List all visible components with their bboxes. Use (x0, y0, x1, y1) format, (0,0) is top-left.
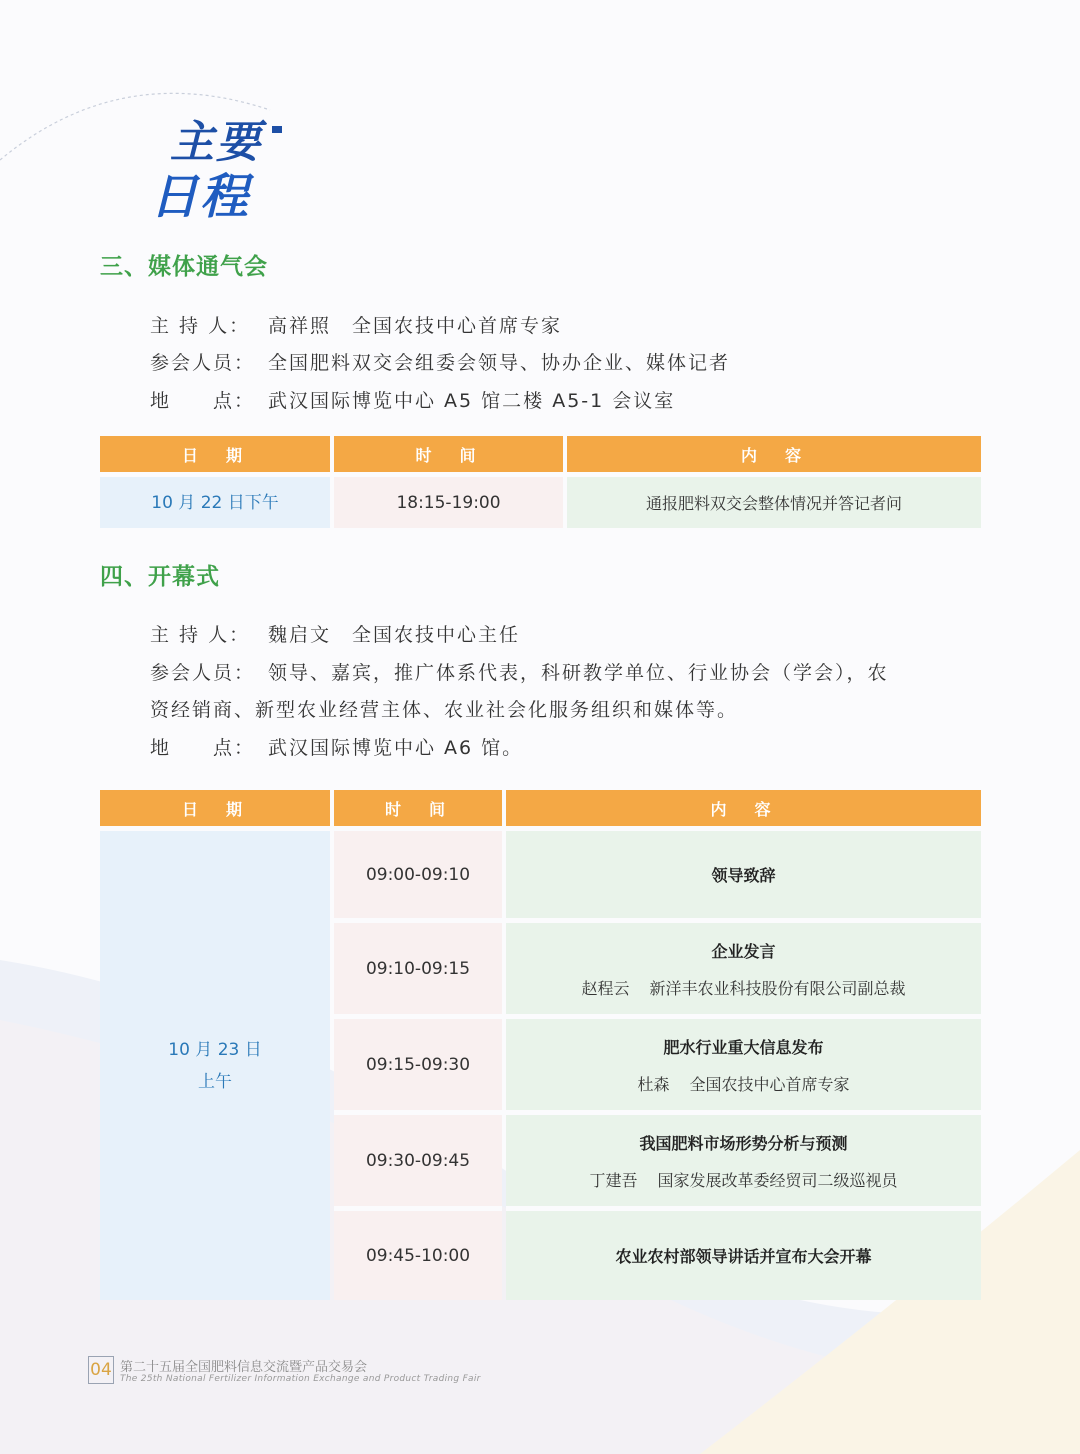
date-line-2: 上午 (198, 1071, 232, 1092)
footer-event-name-en: The 25th National Fertilizer Information Exchange and Product Trading Fair (120, 1374, 481, 1384)
attendees-label: 参会人员： (150, 662, 256, 684)
schedule-time: 09:15-09:30 (334, 1014, 502, 1110)
item-speaker (507, 1072, 980, 1095)
header-content: 内 容 (506, 790, 981, 826)
host-info (150, 311, 562, 338)
schedule-date: 10 月 22 日下午 (100, 472, 330, 528)
header-date: 日 期 (100, 790, 330, 826)
title-line-1: 主要 (170, 117, 262, 168)
header-time: 时 间 (334, 790, 502, 826)
schedule-content: 通报肥料双交会整体情况并答记者问 (567, 472, 981, 528)
title-dash-mark (272, 126, 282, 133)
section-heading-opening-ceremony: 四、开幕式 (100, 564, 220, 590)
venue-label: 地 点： (150, 737, 256, 759)
attendees-value: 全国肥料双交会组委会领导、协办企业、媒体记者 (268, 352, 731, 374)
speaker-name: 赵程云 (581, 978, 630, 998)
schedule-time: 09:10-09:15 (334, 918, 502, 1014)
page-number: 04 (88, 1356, 114, 1384)
attendees-value-line2: 资经销商、新型农业经营主体、农业社会化服务组织和媒体等。 (150, 699, 739, 721)
schedule-time: 18:15-19:00 (334, 472, 563, 528)
host-value: 魏启文 全国农技中心主任 (268, 624, 521, 646)
venue-value: 武汉国际博览中心 A6 馆。 (268, 737, 524, 759)
header-date: 日 期 (100, 436, 330, 472)
attendees-info (150, 348, 730, 375)
attendees-info-continued (150, 695, 738, 722)
speaker-role: 国家发展改革委经贸司二级巡视员 (657, 1170, 898, 1190)
footer-event-name: 第二十五届全国肥料信息交流暨产品交易会 (120, 1360, 368, 1375)
schedule-content (506, 1014, 981, 1110)
schedule-date (100, 826, 330, 1300)
schedule-content (506, 1110, 981, 1206)
date-line-1: 10 月 23 日 (168, 1039, 262, 1060)
schedule-content (506, 918, 981, 1014)
schedule-time: 09:30-09:45 (334, 1110, 502, 1206)
speaker-role: 新洋丰农业科技股份有限公司副总裁 (649, 978, 906, 998)
title-line-2: 日程 (150, 169, 251, 225)
schedule-content (506, 1206, 981, 1300)
item-speaker (507, 976, 980, 999)
item-title: 我国肥料市场形势分析与预测 (639, 1133, 848, 1153)
schedule-content (506, 826, 981, 918)
section-heading-media-briefing: 三、媒体通气会 (100, 254, 268, 280)
attendees-label: 参会人员： (150, 352, 256, 374)
speaker-name: 丁建吾 (589, 1170, 638, 1190)
schedule-time: 09:45-10:00 (334, 1206, 502, 1300)
item-title: 领导致辞 (711, 866, 776, 885)
item-title: 肥水行业重大信息发布 (663, 1037, 824, 1057)
venue-value: 武汉国际博览中心 A5 馆二楼 A5-1 会议室 (268, 390, 676, 412)
media-briefing-schedule-table (96, 436, 985, 528)
venue-label: 地 点： (150, 390, 256, 412)
schedule-time: 09:00-09:10 (334, 826, 502, 918)
header-time: 时 间 (334, 436, 563, 472)
venue-info (150, 733, 523, 760)
item-title: 企业发言 (711, 941, 776, 961)
speaker-role: 全国农技中心首席专家 (689, 1074, 850, 1094)
speaker-name: 杜森 (637, 1074, 670, 1094)
venue-info (150, 386, 675, 413)
host-info (150, 620, 520, 647)
opening-ceremony-schedule-table (96, 790, 985, 1300)
item-title: 农业农村部领导讲话并宣布大会开幕 (615, 1247, 872, 1266)
host-value: 高祥照 全国农技中心首席专家 (268, 315, 563, 337)
item-speaker (507, 1168, 980, 1191)
host-label: 主 持 人： (150, 315, 251, 337)
header-content: 内 容 (567, 436, 981, 472)
host-label: 主 持 人： (150, 624, 251, 646)
attendees-info (150, 658, 889, 685)
attendees-value-line1: 领导、嘉宾，推广体系代表，科研教学单位、行业协会（学会），农 (268, 662, 889, 684)
